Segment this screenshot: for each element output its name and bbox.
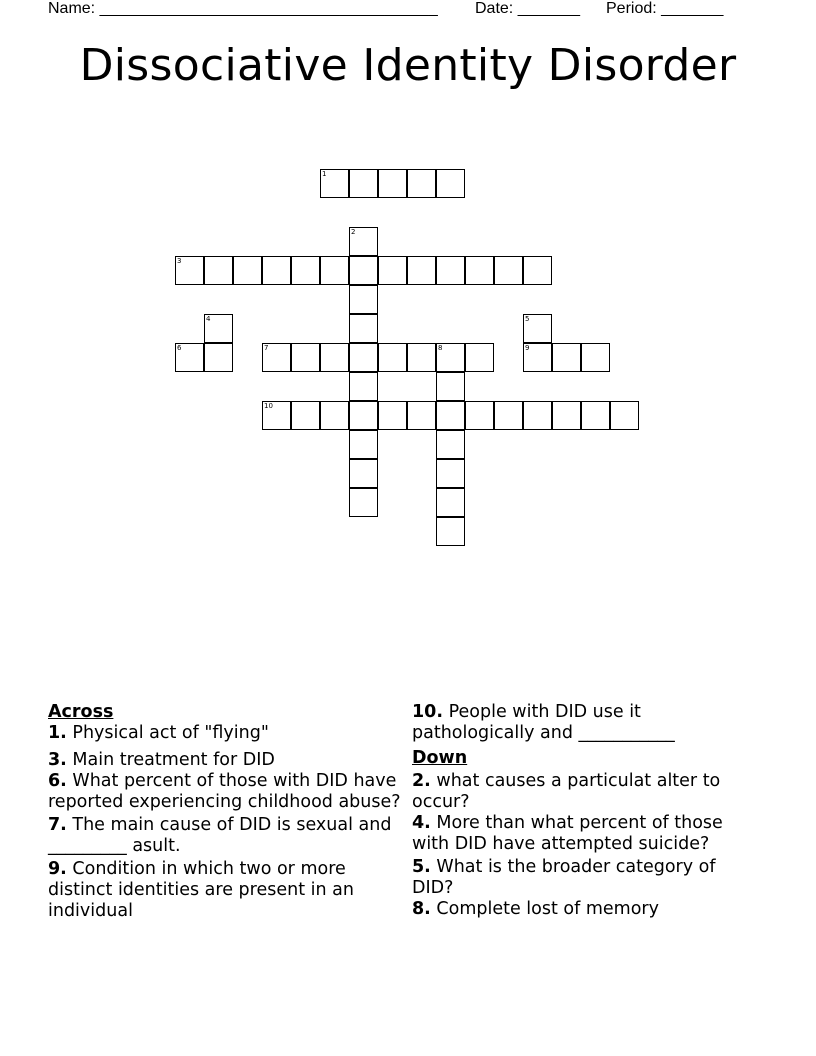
- cell-number: 2: [351, 228, 356, 236]
- clue-across-3: 3. Main treatment for DID: [48, 750, 275, 770]
- crossword-cell[interactable]: [320, 256, 349, 285]
- date-field-label: Date: _______: [475, 0, 580, 17]
- name-field-label: Name: ______________________________________: [48, 0, 438, 17]
- crossword-cell[interactable]: [320, 401, 349, 430]
- crossword-cell[interactable]: [407, 401, 436, 430]
- clue-across-6: 6. What percent of those with DID have reported experiencing childhood abuse?: [48, 771, 401, 812]
- crossword-cell[interactable]: [262, 343, 291, 372]
- clue-across-9: 9. Condition in which two or more distinct identities are present in an individual: [48, 859, 354, 921]
- crossword-cell[interactable]: [204, 343, 233, 372]
- crossword-cell[interactable]: [407, 343, 436, 372]
- crossword-cell[interactable]: [581, 401, 610, 430]
- cell-number: 4: [206, 315, 211, 323]
- crossword-cell[interactable]: [175, 256, 204, 285]
- down-heading: Down: [412, 748, 468, 768]
- crossword-cell[interactable]: [262, 401, 291, 430]
- clues-left-column: [48, 702, 408, 922]
- crossword-cell[interactable]: [436, 430, 465, 459]
- crossword-cell[interactable]: [436, 169, 465, 198]
- clue-down-4: 4. More than what percent of those with DID have attempted suicide?: [412, 813, 723, 854]
- crossword-cell[interactable]: [610, 401, 639, 430]
- period-field-label: Period: _______: [606, 0, 724, 17]
- cell-number: 1: [322, 170, 327, 178]
- crossword-cell[interactable]: [523, 314, 552, 343]
- crossword-cell[interactable]: [378, 256, 407, 285]
- clue-across-1: 1. Physical act of "flying": [48, 723, 269, 743]
- crossword-cell[interactable]: [204, 256, 233, 285]
- crossword-cell[interactable]: [291, 401, 320, 430]
- cell-number: 7: [264, 344, 269, 352]
- crossword-cell[interactable]: [436, 488, 465, 517]
- crossword-cell[interactable]: [349, 169, 378, 198]
- crossword-cell[interactable]: [349, 227, 378, 256]
- cell-number: 9: [525, 344, 530, 352]
- page-title: Dissociative Identity Disorder: [79, 40, 737, 91]
- crossword-cell[interactable]: [494, 256, 523, 285]
- crossword-cell[interactable]: [436, 256, 465, 285]
- crossword-cell[interactable]: [523, 343, 552, 372]
- crossword-cell[interactable]: [465, 401, 494, 430]
- clue-down-8: 8. Complete lost of memory: [412, 899, 659, 919]
- crossword-cell[interactable]: [349, 488, 378, 517]
- cell-number: 8: [438, 344, 443, 352]
- crossword-cell[interactable]: [378, 343, 407, 372]
- crossword-cell[interactable]: [523, 401, 552, 430]
- cell-number: 6: [177, 344, 182, 352]
- crossword-cell[interactable]: [349, 285, 378, 314]
- crossword-cell[interactable]: [436, 401, 465, 430]
- crossword-cell[interactable]: [407, 169, 436, 198]
- crossword-cell[interactable]: [349, 256, 378, 285]
- crossword-cell[interactable]: [552, 401, 581, 430]
- crossword-cell[interactable]: [349, 401, 378, 430]
- cell-number: 3: [177, 257, 182, 265]
- clue-across-10: 10. People with DID use it pathologically and ___________: [412, 702, 675, 743]
- crossword-cell[interactable]: [291, 343, 320, 372]
- crossword-cell[interactable]: [465, 256, 494, 285]
- crossword-cell[interactable]: [349, 314, 378, 343]
- crossword-cell[interactable]: [378, 169, 407, 198]
- crossword-cell[interactable]: [349, 430, 378, 459]
- crossword-cell[interactable]: [407, 256, 436, 285]
- cell-number: 5: [525, 315, 530, 323]
- clue-across-7: 7. The main cause of DID is sexual and _________ asult.: [48, 815, 392, 856]
- crossword-cell[interactable]: [494, 401, 523, 430]
- crossword-cell[interactable]: [436, 372, 465, 401]
- crossword-cell[interactable]: [262, 256, 291, 285]
- crossword-cell[interactable]: [291, 256, 320, 285]
- crossword-cell[interactable]: [233, 256, 262, 285]
- crossword-cell[interactable]: [349, 343, 378, 372]
- crossword-cell[interactable]: [175, 343, 204, 372]
- crossword-cell[interactable]: [436, 517, 465, 546]
- crossword-cell[interactable]: [349, 459, 378, 488]
- crossword-cell[interactable]: [523, 256, 552, 285]
- crossword-cell[interactable]: [436, 459, 465, 488]
- crossword-cell[interactable]: [552, 343, 581, 372]
- crossword-cell[interactable]: [581, 343, 610, 372]
- crossword-cell[interactable]: [320, 169, 349, 198]
- crossword-cell[interactable]: [465, 343, 494, 372]
- crossword-cell[interactable]: [204, 314, 233, 343]
- clue-down-2: 2. what causes a particulat alter to occur?: [412, 771, 721, 812]
- clue-down-5: 5. What is the broader category of DID?: [412, 857, 716, 898]
- crossword-cell[interactable]: [320, 343, 349, 372]
- crossword-cell[interactable]: [349, 372, 378, 401]
- crossword-cell[interactable]: [436, 343, 465, 372]
- cell-number: 10: [264, 402, 273, 410]
- crossword-cell[interactable]: [378, 401, 407, 430]
- across-heading: Across: [48, 702, 114, 722]
- clues-right-column: [412, 702, 752, 920]
